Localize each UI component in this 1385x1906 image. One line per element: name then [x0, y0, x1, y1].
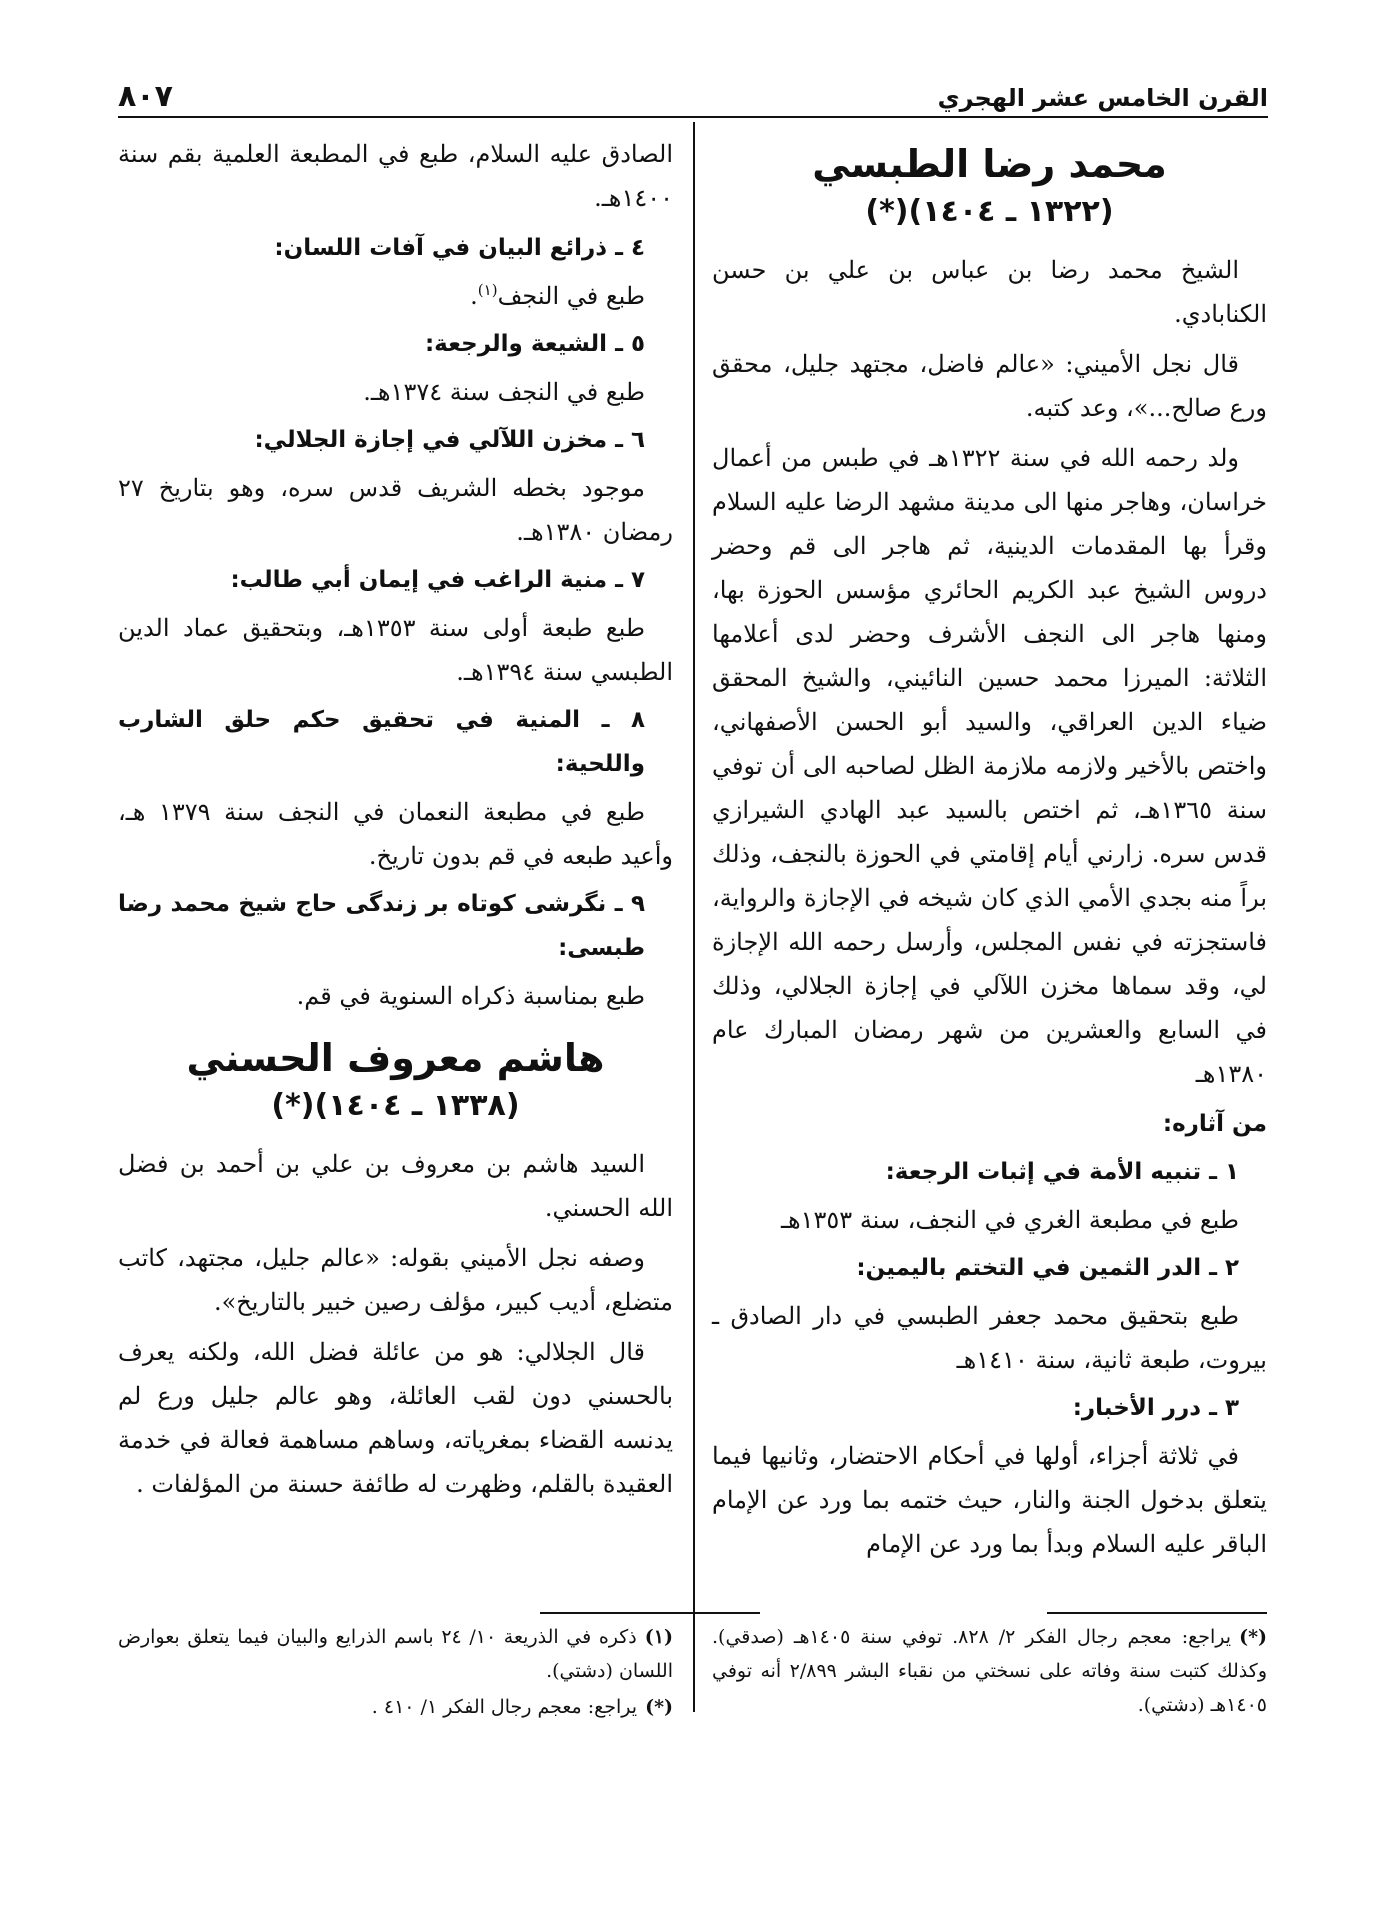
footnote	[712, 1620, 1267, 1722]
footnotes-left	[118, 1620, 673, 1726]
work-title: ٤ ـ ذرائع البيان في آفات اللسان:	[274, 235, 645, 261]
work-description: طبع في مطبعة الغري في النجف، سنة ١٣٥٣هـ	[780, 1206, 1239, 1234]
paragraph: قال الجلالي: هو من عائلة فضل الله، ولكنه يعرف بالحسني دون لقب العائلة، وهو عالم جليل ورع لم يدنسه القضاء بمغرياته، وساهم مساهمة فعالة في خدمة العقيدة بالقلم، وظهرت له طائفة حسنة من المؤلفات .	[118, 1338, 673, 1498]
footnote	[118, 1690, 673, 1724]
column-divider	[693, 122, 695, 1712]
work-title: ٣ ـ درر الأخبار:	[1072, 1395, 1239, 1421]
work-description: طبع بتحقيق محمد جعفر الطبسي في دار الصادق ـ بيروت، طبعة ثانية، سنة ١٤١٠هـ	[712, 1302, 1267, 1374]
work-title: ٢ ـ الدر الثمين في التختم باليمين:	[856, 1255, 1239, 1281]
footnote-text: يراجع: معجم رجال الفكر ٢/ ٨٢٨. توفي سنة ١٤٠٥هـ (صدقي). وكذلك كتبت سنة وفاته على نسختي من نقباء البشر ٢/٨٩٩ أنه توفي ١٤٠٥هـ (دشتي).	[712, 1626, 1268, 1716]
works-heading: من آثاره:	[1162, 1111, 1267, 1137]
footnote-text: ذكره في الذريعة ١٠/ ٢٤ باسم الذرايع والبيان فيما يتعلق بعوارض اللسان (دشتي).	[118, 1626, 673, 1682]
work-description: طبع في النجف سنة ١٣٧٤هـ.	[363, 378, 645, 406]
footnote-marker: (١)	[644, 1626, 673, 1648]
page-header	[118, 68, 1268, 118]
paragraph: السيد هاشم بن معروف بن علي بن أحمد بن فضل الله الحسني.	[118, 1150, 673, 1222]
continuation-text: الصادق عليه السلام، طبع في المطبعة العلمية بقم سنة ١٤٠٠هـ.	[118, 140, 673, 212]
paragraph: ولد رحمه الله في سنة ١٣٢٢هـ في طبس من أعمال خراسان، وهاجر منها الى مدينة مشهد الرضا عليه السلام وقرأ بها المقدمات الدينية، ثم هاجر الى قم وحضر دروس الشيخ عبد الكريم الحائري مؤسس الحوزة بها، ومنها هاجر الى النجف الأشرف وحضر لدى أعلامها الثلاثة: الميرزا محمد حسين النائيني، والشيخ المحقق ضياء الدين العراقي، والسيد أبو الحسن الأصفهاني، واختص بالأخير ولازمه ملازمة الظل لصاحبه الى أن توفي سنة ١٣٦٥هـ، ثم اختص بالسيد عبد الهادي الشيرازي قدس سره. زارني أيام إقامتي في الحوزة بالنجف، وذلك براً منه بجدي الأمي الذي كان شيخه في الإجازة والرواية، فاستجزته في نفس المجلس، وأرسل رحمه الله الإجازة لي، وقد سماها مخزن اللآلي في إجازة الجلالي، وذلك في السابع والعشرين من شهر رمضان المبارك عام ١٣٨٠هـ	[712, 444, 1267, 1088]
biography-dates: (١٣٣٨ ـ ١٤٠٤)(*)	[271, 1088, 520, 1123]
footnotes-right	[712, 1620, 1267, 1724]
biography-title: هاشم معروف الحسني	[186, 1036, 605, 1080]
footnote-marker: (*)	[645, 1696, 673, 1718]
work-description-text: طبع في النجف	[497, 282, 645, 310]
paragraph: الشيخ محمد رضا بن عباس بن علي بن حسن الكنابادي.	[712, 256, 1267, 328]
work-title: ٩ ـ نگرشى كوتاه بر زندگى حاج شيخ محمد رضا طبسى:	[118, 891, 645, 961]
work-description: طبع طبعة أولى سنة ١٣٥٣هـ، وبتحقيق عماد الدين الطبسي سنة ١٣٩٤هـ.	[118, 614, 673, 686]
footnote	[118, 1620, 673, 1688]
page-number: ٨٠٧	[118, 79, 173, 114]
paragraph: وصفه نجل الأميني بقوله: «عالم جليل، مجتهد، كاتب متضلع، أديب كبير، مؤلف رصين خبير بالتاريخ».	[118, 1244, 673, 1316]
left-column	[118, 132, 673, 1512]
footnote-marker: (*)	[1239, 1626, 1267, 1648]
work-title: ٦ ـ مخزن اللآلي في إجازة الجلالي:	[254, 427, 645, 453]
paragraph: قال نجل الأميني: «عالم فاضل، مجتهد جليل، محقق ورع صالح...»، وعد كتبه.	[712, 350, 1267, 422]
footnote-rule	[540, 1612, 760, 1614]
work-title: ٨ ـ المنية في تحقيق حكم حلق الشارب واللحية:	[118, 707, 645, 777]
running-title: القرن الخامس عشر الهجري	[937, 84, 1268, 112]
work-description: طبع في النجف$^{(١)}$.	[470, 281, 645, 310]
work-description: طبع في مطبعة النعمان في النجف سنة ١٣٧٩ هـ، وأعيد طبعه في قم بدون تاريخ.	[118, 798, 673, 870]
work-description: موجود بخطه الشريف قدس سره، وهو بتاريخ ٢٧ رمضان ١٣٨٠هـ.	[118, 474, 673, 546]
footnote-text: يراجع: معجم رجال الفكر ١/ ٤١٠ .	[371, 1696, 638, 1718]
work-description: في ثلاثة أجزاء، أولها في أحكام الاحتضار، وثانيها فيما يتعلق بدخول الجنة والنار، حيث ختمه بما ورد عن الإمام الباقر عليه السلام وبدأ بما ورد عن الإمام	[712, 1442, 1267, 1558]
biography-dates: (١٣٢٢ ـ ١٤٠٤)(*)	[865, 194, 1114, 229]
footnote-reference: (١)	[477, 281, 498, 299]
biography-title: محمد رضا الطبسي	[812, 142, 1167, 186]
footnote-rule	[1047, 1612, 1267, 1614]
work-description: طبع بمناسبة ذكراه السنوية في قم.	[296, 982, 645, 1010]
work-title: ٥ ـ الشيعة والرجعة:	[424, 331, 645, 357]
right-column	[712, 132, 1267, 1570]
work-title: ١ ـ تنبيه الأمة في إثبات الرجعة:	[885, 1159, 1239, 1185]
work-title: ٧ ـ منية الراغب في إيمان أبي طالب:	[230, 567, 645, 593]
